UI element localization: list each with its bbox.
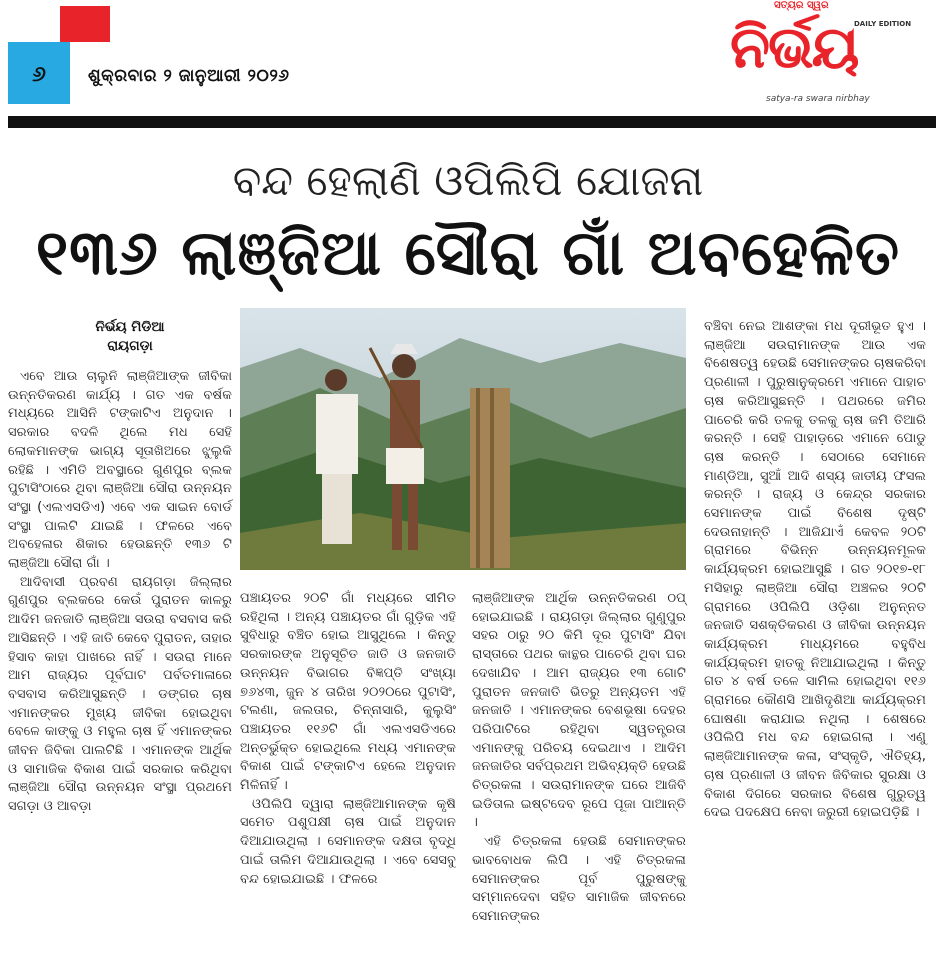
- header-rule: [8, 116, 936, 128]
- article-headline: ୧୩୬ ଲାଞ୍ଜିଆ ସୌରା ଗାଁ ଅବହେଳିତ: [35, 216, 901, 289]
- logo-edition: DAILY EDITION: [854, 20, 912, 28]
- masthead-logo: [730, 0, 930, 110]
- article-column-1: [8, 368, 232, 817]
- byline: [50, 318, 210, 356]
- paragraph: ଓପିଲିପି ଦ୍ୱାରା ଲାଞ୍ଜିଆମାନଙ୍କ କୃଷି ସମେତ ପଶୁପକ୍ଷୀ ଚାଷ ପାଇଁ ଅନୁଦାନ ଦିଆଯାଉଥିଲା । ସେମାନଙ୍କ ଦକ୍ଷତା ବୃଦ୍ଧି ପାଇଁ ତାଲିମ ଦିଆଯାଉଥିଲା । ଏବେ ସେସବୁ ବନ୍ଦ ହୋଇଯାଇଛି । ଫଳରେ: [240, 796, 456, 887]
- article-column-3: [472, 590, 686, 927]
- paragraph: ଏହି ଚିତ୍ରକଳା ହେଉଛି ସେମାନଙ୍କର ଭାବବୋଧକ ଲିପି । ଏହି ଚିତ୍ରକଳା ସେମାନଙ୍କର ପୂର୍ବ ପୁରୁଷଙ୍କୁ ସମ୍ମାନଦେବା ସହିତ ସାମାଜିକ ଜୀବନରେ ସେମାନଙ୍କର: [472, 834, 686, 924]
- byline-place: ରାୟଗଡ଼ା: [107, 338, 153, 354]
- page-number: ୬: [32, 62, 46, 87]
- article-column-4: [704, 318, 926, 823]
- article-column-2: [240, 590, 456, 889]
- decor-red-square: [60, 6, 110, 42]
- byline-source: ନିର୍ଭୟ ମିଡିଆ: [95, 319, 165, 335]
- article-kicker: ବନ୍ଦ ହେଲାଣି ଓପିଲିପି ଯୋଜନା: [232, 156, 704, 205]
- paragraph: ପଞ୍ଚାୟତର ୨୦ଟି ଗାଁ ମଧ୍ୟରେ ସୀମିତ ରହିଥିଲା । ଅନ୍ୟ ପଞ୍ଚାୟତର ଗାଁ ଗୁଡ଼ିକ ଏହି ସୁବିଧାରୁ ବଞ୍ଚିତ ହୋଇ ଆସୁଥିଲେ । କିନ୍ତୁ ସରକାରଙ୍କ ଅନୁସୂଚିତ ଜାତି ଓ ଜନଜାତି ଉନ୍ନୟନ ବିଭାଗର ବିଜ୍ଞପ୍ତି ସଂଖ୍ୟା ୭୬୪୩, ଜୁନ ୪ ତାରିଖ ୨୦୨୦ରେ ପୁଟାସିଂ, ଟଲଣା, ଜଲତାର, ଚିନ୍ନାସାରି, କୁଲୁସିଂ ପଞ୍ଚାୟତର ୧୧୬ଟି ଗାଁ ଏଲଏସଡିଏରେ ଅନ୍ତର୍ଭୁକ୍ତ ହୋଇଥିଲେ ମଧ୍ୟ ଏମାନଙ୍କ ବିକାଶ ପାଇଁ ଟଙ୍କାଟିଏ ହେଲେ ଅନୁଦାନ ମିଳିନାହିଁ ।: [240, 591, 456, 794]
- paragraph: ଏବେ ଆଉ ଚାଲୁନି ଲାଞ୍ଜିଆଙ୍କ ଜୀବିକା ଉନ୍ନତିକରଣ କାର୍ଯ୍ୟ । ଗତ ଏକ ବର୍ଷକ ମଧ୍ୟରେ ଆସିନି ଟଙ୍କାଟିଏ ଅନୁଦାନ । ସରକାର ବଦଳି ଥିଲେ ମଧ ସେହି ଲୋକମାନଙ୍କ ଭାଗ୍ୟ ସୂତାଖିଅରେ ଝୁଲୁକି ରହିଛି । ଏମିତି ଅବସ୍ଥାରେ ଗୁଣପୁର ବ୍ଲକ ପୁଟାସିଂଠାରେ ଥିବା ଲାଞ୍ଜିଆ ସୌରା ଉନ୍ନୟନ ସଂସ୍ଥା (ଏଲଏସଡିଏ) ଏବେ ଏକ ସାଇନ ବୋର୍ଡ ସଂସ୍ଥା ପାଲଟି ଯାଇଛି । ଫଳରେ ଏବେ ଅବହେଳାର ଶିକାର ହେଉଛନ୍ତି ୧୩୬ ଟି ଲାଞ୍ଜିଆ ସୌରା ଗାଁ ।: [8, 369, 232, 572]
- logo-tagline: ସତ୍ୟର ସ୍ୱର: [774, 0, 829, 11]
- logo-name: ନିର୍ଭୟ: [730, 13, 858, 81]
- logo-motto: satya-ra swara nirbhay: [766, 94, 870, 104]
- paragraph: ଲାଞ୍ଜିଆଙ୍କ ଆର୍ଥିକ ଉନ୍ନତିକରଣ ଠପ୍ ହୋଇଯାଇଛି । ରାୟଗଡ଼ା ଜିଲ୍ଲାର ଗୁଣୁପୁର ସହର ଠାରୁ ୨୦ କିମି ଦୂର ପୁଟାସିଂ ଯିବା ରାସ୍ତାରେ ପଥର କାନ୍ଥର ପାଚେରି ଥିବା ଘର ଦେଖାଯିବ । ଆମ ରାଜ୍ୟର ୧୩ ଗୋଟି ପୁରାତନ ଜନଜାତି ଭିତରୁ ଅନ୍ୟତମ ଏହି ଜନଜାତି । ଏମାନଙ୍କର ବେଶଭୂଷା ଦେହର ପରିପାଟିରେ ରହିଥିବା ସ୍ୱତନ୍ତ୍ରତା ଏମାନଙ୍କୁ ପରିଚୟ ଦେଇଥାଏ । ଆଦିମ ଜନଜାତିର ସର୍ବପ୍ରଥମ ଅଭିବ୍ୟକ୍ତି ହେଉଛି ଚିତ୍ରକଳା । ସଉରାମାନଙ୍କ ଘରେ ଆଜିବି ଇଡିତାଲ ଇଷ୍ଟଦେବ ରୂପେ ପୂଜା ପାଆନ୍ତି ।: [472, 591, 686, 831]
- paragraph: ବଞ୍ଚିବା ନେଇ ଆଶଙ୍କା ମଧ ଦୂରୀଭୂତ ହୁଏ । ଲାଞ୍ଜିଆ ସଉରାମାନଙ୍କ ଆଉ ଏକ ବିଶେଷତ୍ୱ ହେଉଛି ସେମାନଙ୍କର ଚାଷକରିବା ପ୍ରଣାଳୀ । ପୁରୁଷାନୁକ୍ରମେ ଏମାନେ ପାହାଚ ଚାଷ କରିଆସୁଛନ୍ତି । ପଥରରେ ଜମିର ପାଚେରି କରି ତଳକୁ ତଳକୁ ଚାଷ ଜମି ତିଆରି କରନ୍ତି । ସେହି ପାହାଡ଼ରେ ଏମାନେ ପୋଡୁ ଚାଷ କରନ୍ତି । ସେଠାରେ ସେମାନେ ମାଣ୍ଡିଆ, ସୁଆଁ ଆଦି ଶସ୍ୟ ଜାତୀୟ ଫସଲ କରନ୍ତି । ରାଜ୍ୟ ଓ କେନ୍ଦ୍ର ସରକାର ସେମାନଙ୍କ ପାଇଁ ବିଶେଷ ଦୃଷ୍ଟି ଦେଉନାହାନ୍ତି । ଆଜିଯାଏଁ କେବଳ ୨୦ଟି ଗ୍ରାମରେ ବିଭିନ୍ନ ଉନ୍ନୟନମୂଳକ କାର୍ଯ୍ୟକ୍ରମ ହୋଇଆସୁଛି । ଗତ ୨୦୧୭-୧୮ ମସିହାରୁ ଲାଞ୍ଜିଆ ସୌରା ଅଞ୍ଚଳର ୨୦ଟି ଗ୍ରାମରେ ଓପିଲିପି ଓଡ଼ିଶା ଅନୁନ୍ନତ ଜନଜାତି ସଶକ୍ତିକରଣ ଓ ଜୀବିକା ଉନ୍ନୟନ କାର୍ଯ୍ୟକ୍ରମ ମାଧ୍ୟମରେ ବହୁବିଧ କାର୍ଯ୍ୟକ୍ରମ ହାତକୁ ନିଆଯାଇଥିଲା । କିନ୍ତୁ ଗତ ୪ ବର୍ଷ ତଳେ ସାମିଲ ହୋଇଥିବା ୧୧୬ ଗ୍ରାମରେ କୌଣସି ଆଖିଦୃଶିଆ କାର୍ଯ୍ୟକ୍ରମ ଘୋଷଣା କରାଯାଇ ନଥିଲା । ଶେଷରେ ଓପିଲିପି ମଧ ବନ୍ଦ ହୋଇଗଲା । ଏଣୁ ଲାଞ୍ଜିଆମାନଙ୍କ କଳା, ସଂସ୍କୃତି, ଐତିହ୍ୟ, ଚାଷ ପ୍ରଣାଳୀ ଓ ଜୀବନ ଜିବିକାର ସୁରକ୍ଷା ଓ ବିକାଶ ଦିଗରେ ସରକାର ବିଶେଷ ଗୁରୁତ୍ୱ ଦେଇ ପଦକ୍ଷେପ ନେବା ଜରୁରୀ ହୋଇପଡ଼ିଛି ।: [704, 319, 926, 821]
- tribal-people-hills-photo: [240, 308, 686, 570]
- paragraph: ଆଦିବାସୀ ପ୍ରବଣ ରାୟଗଡ଼ା ଜିଲ୍ଲାର ଗୁଣପୁର ବ୍ଲକରେ କେଉଁ ପୁରାତନ କାଳରୁ ଆଦିମ ଜନଜାତି ଲାଞ୍ଜିଆ ସଉରା ବସବାସ କରି ଆସିଛନ୍ତି । ଏହି ଜାତି କେବେ ପୁରାତନ, ତାହାର ହିସାବ କାହା ପାଖରେ ନାହିଁ । ସଉରା ମାନେ ଆମ ରାଜ୍ୟର ପୂର୍ବଘାଟ ପର୍ବତମାଳାରେ ବସବାସ କରିଆସୁଛନ୍ତି । ଡଙ୍ଗର ଚାଷ ଏମାନଙ୍କର ମୁଖ୍ୟ ଜୀବିକା ହୋଇଥିବା ବେଳେ କାଙ୍କୁ ଓ ମହୁଲ ଚାଷ ହିଁ ଏମାନଙ୍କର ଜୀବନ ଜିବିକା ପାଲଟିଛି । ଏମାନଙ୍କ ଆର୍ଥିକ ଓ ସାମାଜିକ ବିକାଶ ପାଇଁ ସରକାର କରିଥିବା ଲାଞ୍ଜିଆ ସୌରା ଉନ୍ନୟନ ସଂସ୍ଥା ପ୍ରଥମେ ସଗଡ଼ା ଓ ଆବଡ଼ା: [8, 574, 232, 815]
- dateline: ଶୁକ୍ରବାର ୨ ଜାନୁଆରୀ ୨୦୨୬: [88, 66, 290, 86]
